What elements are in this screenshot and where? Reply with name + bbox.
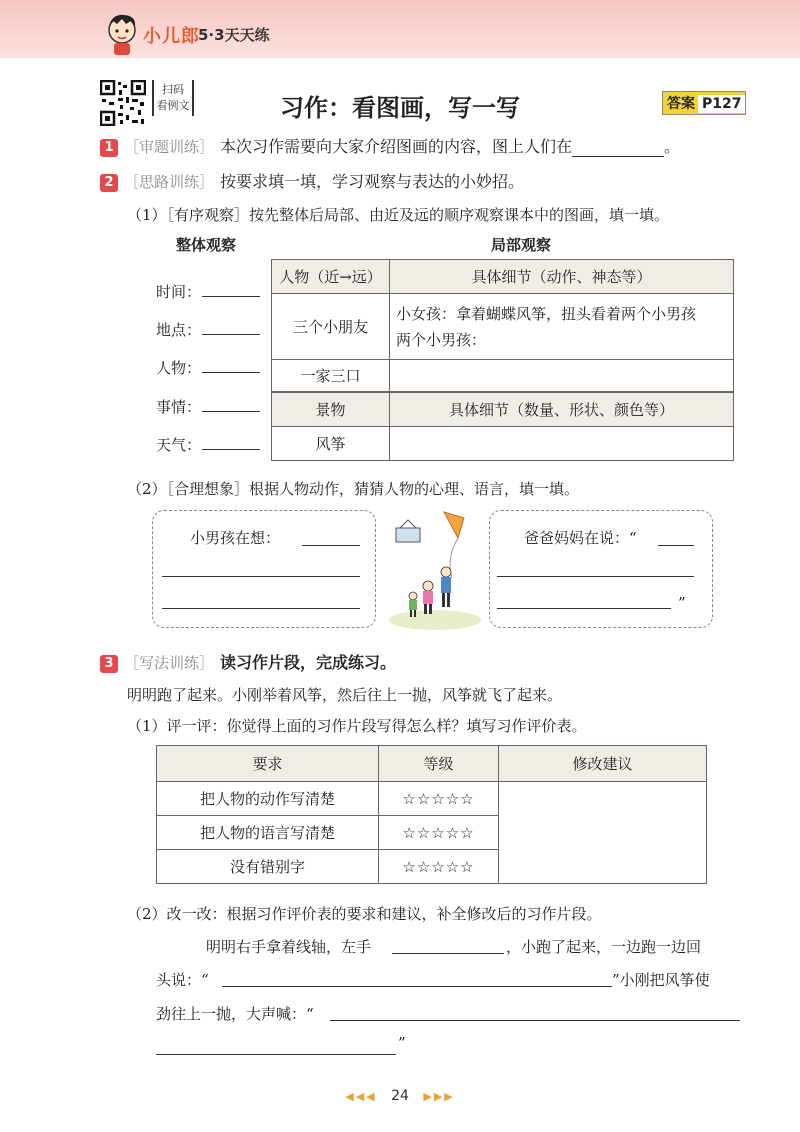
overall-time-blank[interactable] (202, 296, 260, 297)
scenery-header: 景物 (272, 393, 390, 427)
series-name: 5·3天天练 (198, 26, 270, 44)
overall-item-event: 事情： (156, 398, 202, 416)
section-2-tag: ［思路训练］ (124, 173, 215, 191)
section-3-passage: 明明跑了起来。小刚举着风筝，然后往上一抛，风筝就飞了起来。 (127, 686, 563, 704)
overall-place-blank[interactable] (202, 334, 260, 335)
local-heading: 局部观察 (491, 236, 552, 254)
overall-weather-blank[interactable] (202, 449, 260, 450)
page-number: 24 (391, 1088, 409, 1104)
eval-row-typo: 没有错别字 (157, 850, 379, 884)
speech-blank-1[interactable] (658, 545, 694, 546)
section-2-number: 2 (100, 174, 118, 192)
speech-blank-2[interactable] (497, 576, 694, 577)
section-2 (100, 169, 524, 192)
rewrite-blank-left-hand[interactable] (392, 953, 504, 954)
scenery-detail-header: 具体细节（数量、形状、颜色等） (390, 393, 734, 427)
section-3-part2: （2）改一改：根据习作评价表的要求和建议，补全修改后的习作片段。 (127, 905, 602, 923)
scan-label-line1: 扫码 (162, 83, 184, 96)
eval-row-typo-stars[interactable]: ☆☆☆☆☆ (379, 850, 499, 884)
children-detail-line2: 两个小男孩： (396, 330, 487, 349)
speech-box-label: 爸爸妈妈在说：“ (524, 529, 637, 547)
section-2-part2: （2）［合理想象］根据人物动作，猜猜人物的心理、语言，填一填。 (127, 480, 580, 498)
observation-table-people (271, 259, 734, 392)
speech-blank-3[interactable] (497, 608, 671, 609)
rewrite-line1-a: 明明右手拿着线轴，左手 (206, 938, 372, 956)
rewrite-blank-speech[interactable] (222, 986, 612, 987)
rewrite-close-quote: ” (398, 1034, 406, 1052)
section-1-number: 1 (100, 139, 118, 157)
eval-row-speech: 把人物的语言写清楚 (157, 816, 379, 850)
section-3 (100, 650, 396, 673)
rewrite-line1-b: ，小跑了起来，一边跑一边回 (506, 938, 702, 956)
section-3-number: 3 (100, 655, 118, 673)
thought-blank-1[interactable] (302, 545, 360, 546)
rewrite-blank-shout-cont[interactable] (156, 1054, 396, 1055)
people-row-children: 三个小朋友 (272, 294, 390, 360)
scenery-row-kite: 风筝 (272, 427, 390, 461)
thought-blank-2[interactable] (162, 576, 360, 577)
answer-badge[interactable] (662, 91, 746, 115)
evaluation-table (156, 745, 707, 884)
eval-row-action: 把人物的动作写清楚 (157, 782, 379, 816)
thought-blank-3[interactable] (162, 608, 360, 609)
eval-header-suggestion: 修改建议 (499, 746, 707, 782)
children-detail-line1: 小女孩：拿着蝴蝶风筝，扭头看着两个小男孩 (396, 304, 697, 323)
people-detail-header: 具体细节（动作、神态等） (390, 260, 734, 294)
scan-label-line2: 看例文 (156, 99, 190, 112)
eval-row-action-stars[interactable]: ☆☆☆☆☆ (379, 782, 499, 816)
page-title: 习作：看图画，写一写 (280, 94, 520, 122)
overall-item-time: 时间： (156, 283, 202, 301)
mascot-icon (104, 12, 140, 56)
overall-people-blank[interactable] (202, 372, 260, 373)
people-header: 人物（近→远） (272, 260, 390, 294)
eval-header-requirement: 要求 (157, 746, 379, 782)
rewrite-line2-a: 头说：“ (156, 971, 209, 989)
people-row-children-detail[interactable] (390, 294, 734, 360)
answer-label: 答案 (667, 96, 695, 112)
people-row-family-detail[interactable] (390, 360, 734, 392)
footer (0, 1088, 800, 1104)
rewrite-line3-a: 劲往上一抛，大声喊：“ (156, 1005, 314, 1023)
section-2-text: 按要求填一填，学习观察与表达的小妙招。 (220, 172, 525, 191)
rewrite-blank-shout[interactable] (330, 1020, 740, 1021)
overall-item-weather: 天气： (156, 436, 202, 454)
overall-item-place: 地点： (156, 321, 202, 339)
section-1-blank[interactable] (572, 139, 664, 157)
thought-box-label: 小男孩在想： (190, 529, 281, 547)
scenery-row-kite-detail[interactable] (390, 427, 734, 461)
eval-header-grade: 等级 (379, 746, 499, 782)
left-arrows-icon: ◀◀◀ (345, 1090, 377, 1103)
right-arrows-icon: ▶▶▶ (423, 1090, 455, 1103)
section-3-part1: （1）评一评：你觉得上面的习作片段写得怎么样？填写习作评价表。 (127, 717, 587, 735)
overall-item-people: 人物： (156, 359, 202, 377)
section-1-tag: ［审题训练］ (124, 138, 215, 156)
observation-table-scenery (271, 392, 734, 461)
section-3-tag: ［写法训练］ (124, 654, 215, 672)
speech-close-quote: ” (678, 594, 686, 612)
section-1-end: 。 (664, 137, 681, 156)
eval-suggestion-cell[interactable] (499, 782, 707, 884)
kite-illustration (386, 508, 484, 630)
rewrite-line2-b: ”小刚把风筝使 (612, 971, 710, 989)
section-2-part1: （1）［有序观察］按先整体后局部、由近及远的顺序观察课本中的图画，填一填。 (127, 206, 670, 224)
section-3-text: 读习作片段，完成练习。 (220, 653, 397, 672)
section-1-text: 本次习作需要向大家介绍图画的内容，图上人们在 (220, 137, 573, 156)
answer-page: P127 (698, 95, 745, 113)
overall-heading: 整体观察 (176, 236, 237, 254)
section-1 (100, 134, 680, 157)
overall-event-blank[interactable] (202, 411, 260, 412)
people-row-family: 一家三口 (272, 360, 390, 392)
eval-row-speech-stars[interactable]: ☆☆☆☆☆ (379, 816, 499, 850)
brand-name: 小儿郎 (143, 26, 200, 47)
